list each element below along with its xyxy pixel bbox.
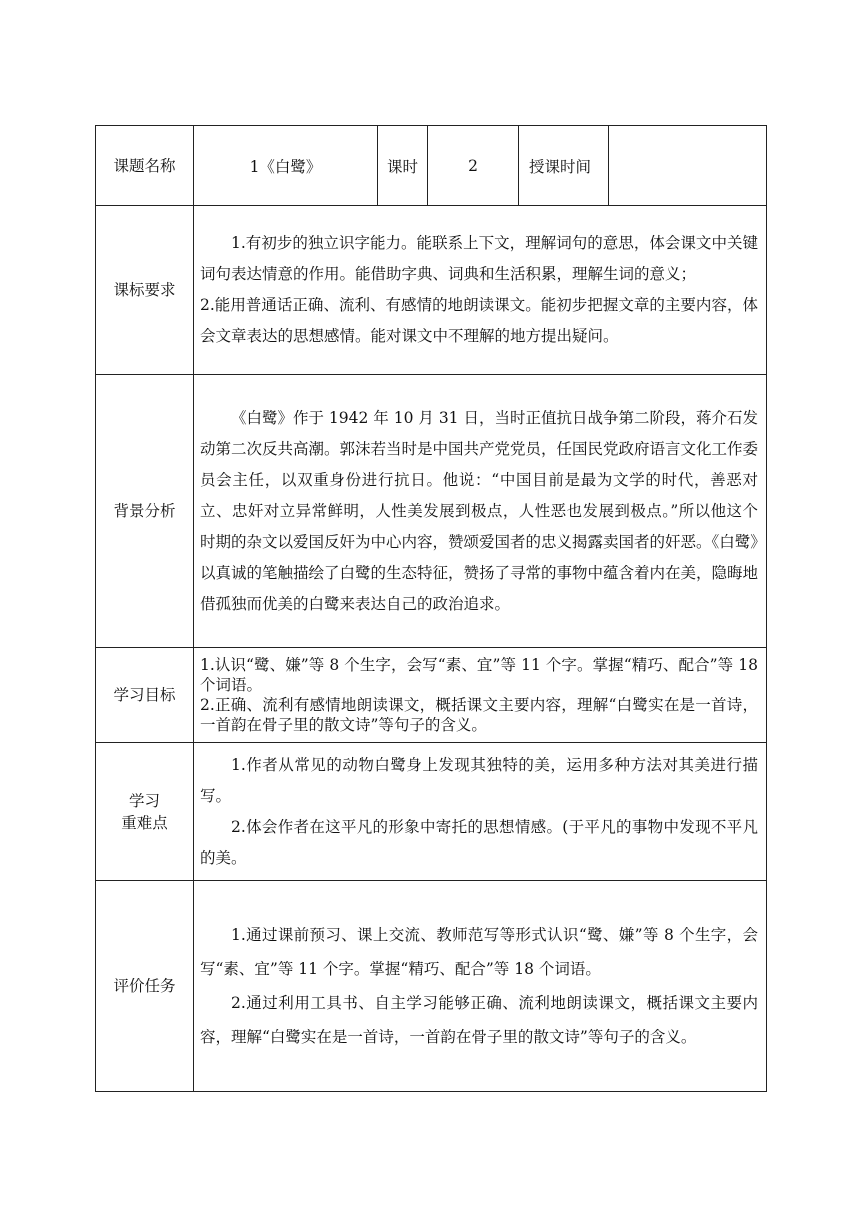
evaluation-label: 评价任务	[96, 881, 194, 1092]
objectives-item-2: 2.正确、流利有感情地朗读课文，概括课文主要内容，理解“白鹭实在是一首诗，一首韵在骨子里的散文诗”等句子的含义。	[200, 696, 758, 734]
key-points-label-line-2: 重难点	[121, 813, 168, 832]
background-label: 背景分析	[96, 375, 194, 648]
background-row	[96, 375, 767, 648]
background-text: 《白鹭》作于 1942 年 10 月 31 日，当时正值抗日战争第二阶段，蒋介石发动第二次反共高潮。郭沫若当时是中国共产党党员，任国民党政府语言文化工作委员会主任，以双重身份进行抗日。他说：“中国目前是最为文学的时代，善恶对立、忠奸对立异常鲜明，人性美发展到极点，人性恶也发展到极点。”所以他这个时期的杂文以爱国反奸为中心内容，赞颂爱国者的忠义揭露卖国者的奸恶。《白鹭》以真诚的笔触描绘了白鹭的生态特征，赞扬了寻常的事物中蕴含着内在美，隐晦地借孤独而优美的白鹭来表达自己的政治追求。	[200, 408, 759, 613]
curriculum-content	[194, 206, 767, 375]
key-points-item-1: 1.作者从常见的动物白鹭身上发现其独特的美，运用多种方法对其美进行描写。	[200, 755, 758, 805]
period-value: 2	[428, 126, 519, 206]
objectives-content	[194, 648, 767, 743]
evaluation-item-1: 1.通过课前预习、课上交流、教师范写等形式认识“鹭、嫌”等 8 个生字，会写“素、宜”等 11 个字。掌握“精巧、配合”等 18 个词语。	[200, 926, 758, 978]
curriculum-item-1: 1.有初步的独立识字能力。能联系上下文，理解词句的意思，体会课文中关键词句表达情意的作用。能借助字典、词典和生活积累，理解生词的意义；	[200, 234, 758, 283]
evaluation-item-2: 2.通过利用工具书、自主学习能够正确、流利地朗读课文，概括课文主要内容，理解“白鹭实在是一首诗，一首韵在骨子里的散文诗”等句子的含义。	[200, 994, 758, 1046]
key-points-item-2: 2.体会作者在这平凡的形象中寄托的思想情感。(于平凡的事物中发现不平凡的美。	[200, 817, 758, 867]
objectives-item-1: 1.认识“鹭、嫌”等 8 个生字，会写“素、宜”等 11 个字。掌握“精巧、配合”等 18 个词语。	[200, 656, 758, 694]
header-row	[96, 126, 767, 206]
curriculum-row	[96, 206, 767, 375]
background-content	[194, 375, 767, 648]
objectives-label: 学习目标	[96, 648, 194, 743]
lesson-plan-table	[95, 125, 767, 1092]
key-points-label	[96, 743, 194, 881]
time-label: 授课时间	[519, 126, 609, 206]
objectives-row	[96, 648, 767, 743]
time-value	[609, 126, 767, 206]
key-points-content	[194, 743, 767, 881]
key-points-label-line-1: 学习	[128, 791, 160, 810]
title-label: 课题名称	[96, 126, 194, 206]
evaluation-content	[194, 881, 767, 1092]
key-points-row	[96, 743, 767, 881]
curriculum-label: 课标要求	[96, 206, 194, 375]
curriculum-item-2: 2.能用普通话正确、流利、有感情的地朗读课文。能初步把握文章的主要内容，体会文章表达的思想感情。能对课文中不理解的地方提出疑问。	[200, 296, 758, 345]
title-value: 1《白鹭》	[194, 126, 378, 206]
period-label: 课时	[378, 126, 428, 206]
evaluation-row	[96, 881, 767, 1092]
